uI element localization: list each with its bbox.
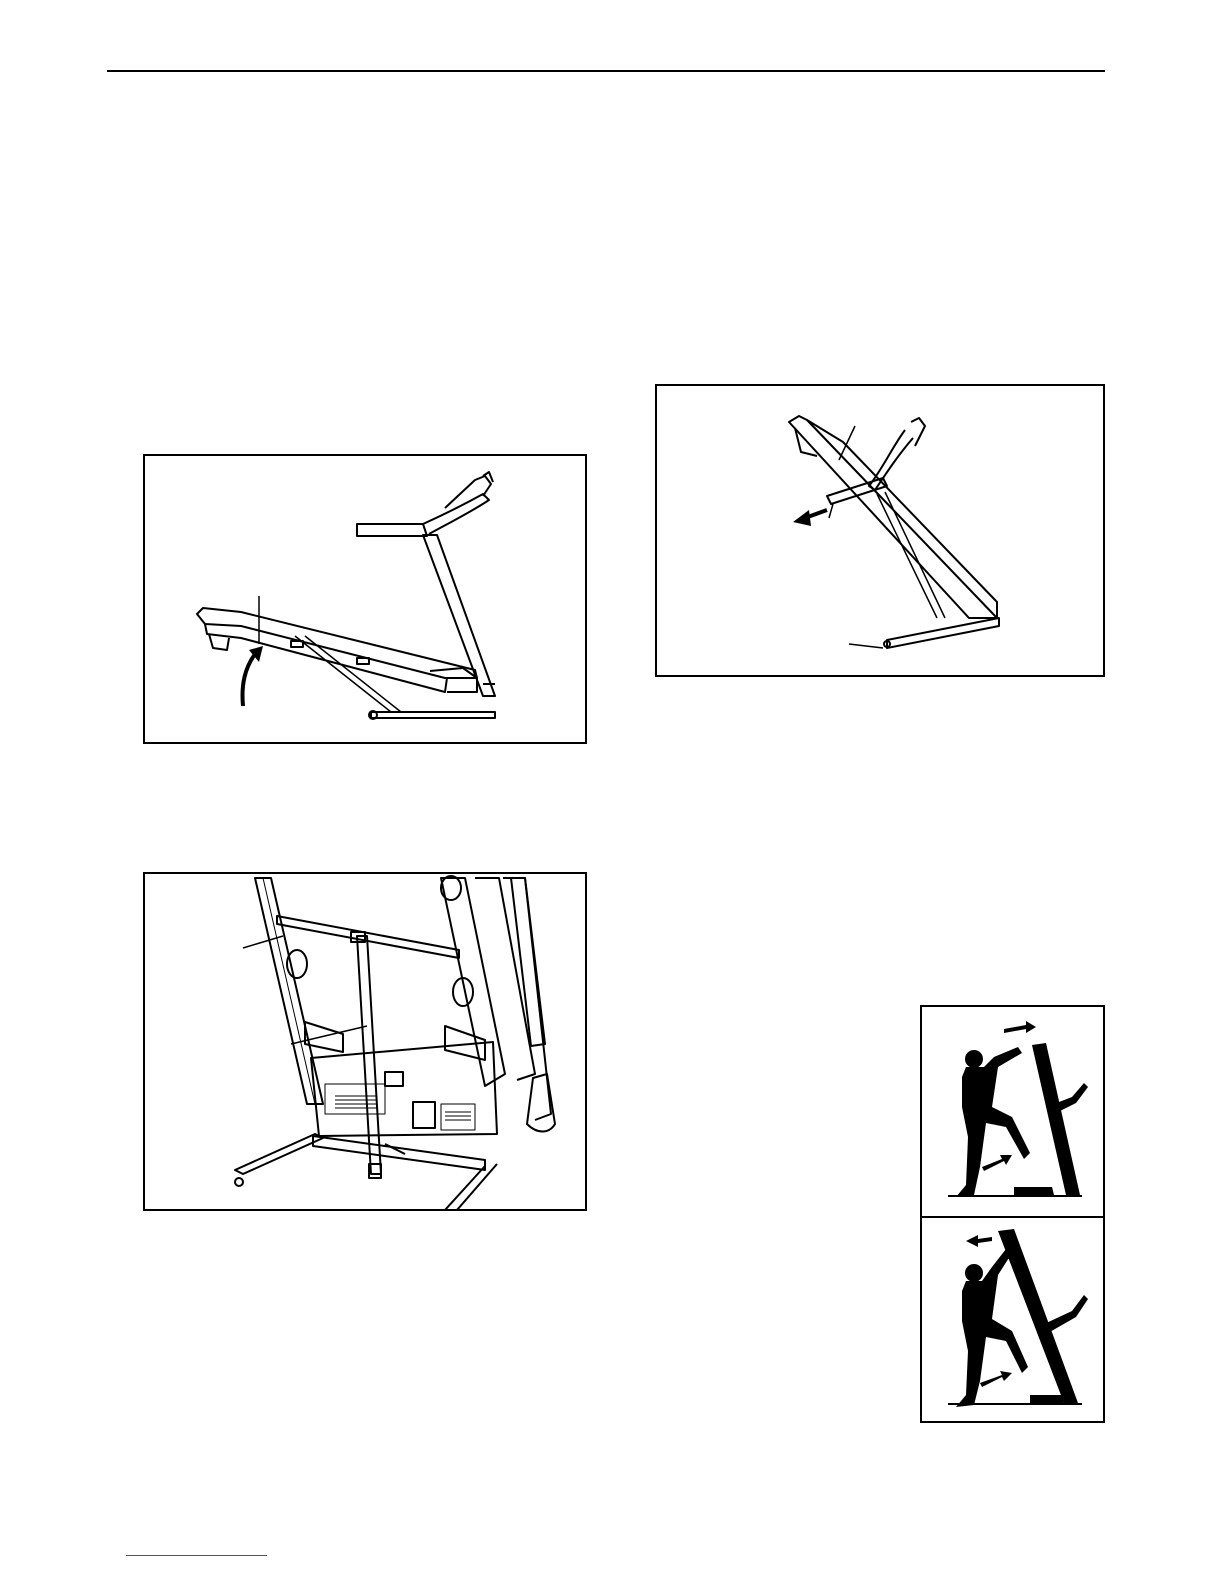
panel-push [948, 1021, 1088, 1197]
figure-person-folding [920, 1005, 1105, 1423]
figure-raise-deck [143, 454, 587, 744]
panel-pull [948, 1229, 1088, 1407]
treadmill-underside-illustration [145, 874, 587, 1211]
footer-link-underline [126, 1555, 267, 1556]
header-rule [107, 70, 1105, 72]
person-folding-illustration [922, 1007, 1105, 1423]
figure-folded-storage [655, 384, 1105, 677]
treadmill-folded-illustration [657, 386, 1105, 677]
figure-underside-latch [143, 872, 587, 1211]
treadmill-raise-illustration [145, 456, 587, 744]
